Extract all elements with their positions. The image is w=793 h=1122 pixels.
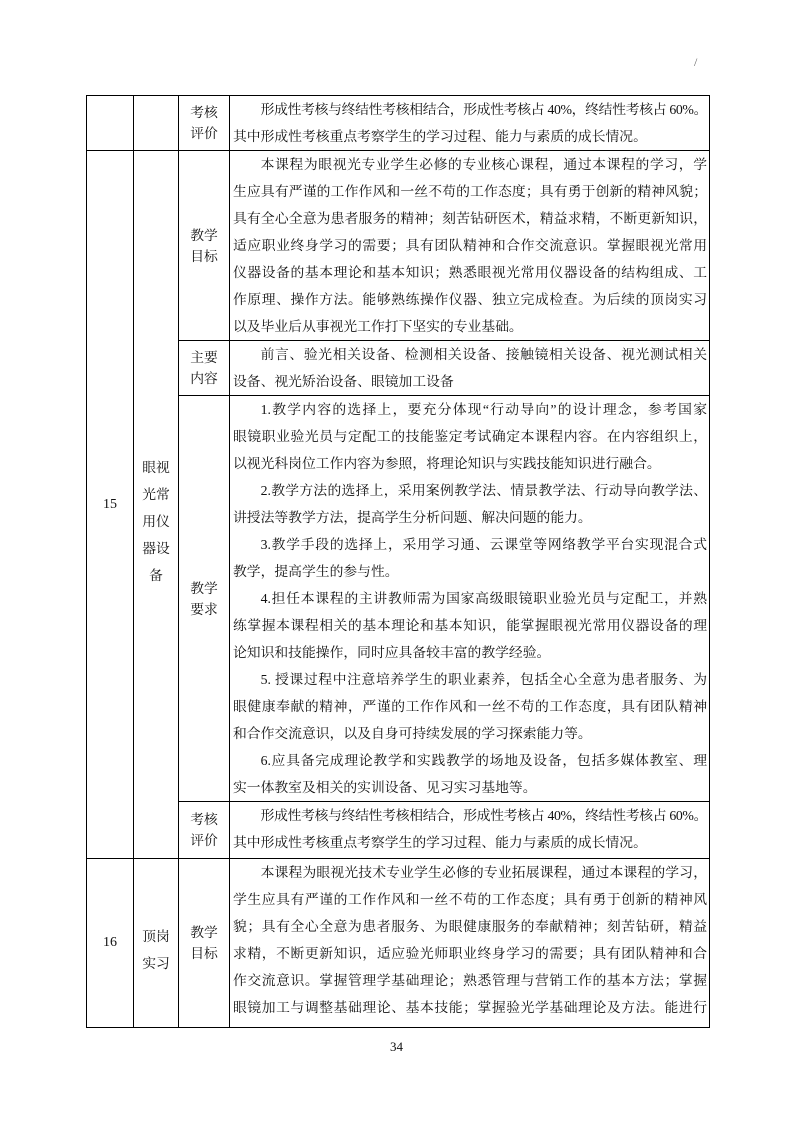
course-name-cell	[134, 151, 179, 859]
text-line: 形成性考核与终结性考核相结合，形成性考核占 40%，终结性考核占 60%。	[260, 102, 707, 117]
course-name-cell	[134, 859, 179, 1028]
course-number-cell	[87, 96, 134, 151]
text-line: 1.教学内容的选择上，要充分体现“行动导向”的设计理念，参考国家	[260, 402, 707, 417]
text-line: 学生应具有严谨的工作作风和一丝不苟的工作态度；具有勇于创新的精神风	[233, 892, 707, 907]
section-label: 主要内容	[190, 350, 218, 386]
section-label: 教学要求	[190, 580, 218, 617]
text-line: 讲授法等教学方法，提高学生分析问题、解决问题的能力。	[233, 510, 592, 525]
text-line: 其中形成性考核重点考察学生的学习过程、能力与素质的成长情况。	[233, 835, 647, 850]
text-line: 适应职业终身学习的需要；具有团队精神和合作交流意识。掌握眼视光常用	[233, 238, 707, 253]
text-line: 眼健康奉献的精神，严谨的工作作风和一丝不苟的工作态度，具有团队精神	[233, 699, 707, 714]
page-number: 34	[390, 1039, 403, 1054]
section-content	[230, 96, 710, 151]
text-line: 设备、视光矫治设备、眼镜加工设备	[233, 374, 454, 389]
course-name-cell	[134, 96, 179, 151]
table-row	[87, 96, 710, 151]
text-line: 生应具有严谨的工作作风和一丝不苟的工作态度；具有勇于创新的精神风貌；	[233, 184, 707, 199]
text-line: 教学，提高学生的参与性。	[233, 564, 399, 579]
section-content	[230, 341, 710, 396]
text-line: 眼镜职业验光员与定配工的技能鉴定考试确定本课程内容。在内容组织上，	[233, 429, 707, 444]
text-line: 练掌握本课程相关的基本理论和基本知识，能掌握眼视光常用仪器设备的理	[233, 618, 707, 633]
text-line: 实一体教室及相关的实训设备、见习实习基地等。	[233, 780, 537, 795]
text-line: 6.应具备完成理论教学和实践教学的场地及设备，包括多媒体教室、理	[260, 753, 707, 768]
section-label: 考核评价	[190, 105, 218, 141]
text-line: 求精，不断更新知识，适应验光师职业终身学习的需要；具有团队精神和合	[233, 946, 707, 961]
corner-mark: /	[694, 55, 698, 69]
text-line: 2.教学方法的选择上，采用案例教学法、情景教学法、行动导向教学法、	[260, 483, 707, 498]
text-line: 貌；具有全心全意为患者服务、为眼健康服务的奉献精神；刻苦钻研，精益	[233, 919, 707, 934]
section-content	[230, 802, 710, 859]
table-row	[87, 341, 710, 396]
section-content	[230, 151, 710, 341]
section-label-cell	[179, 859, 230, 1028]
course-number: 16	[87, 859, 134, 1028]
text-line: 论知识和技能操作，同时应具备较丰富的教学经验。	[233, 645, 551, 660]
course-name: 眼视光常用仪器设备	[142, 460, 170, 583]
section-label: 考核评价	[190, 812, 218, 848]
section-content	[230, 396, 710, 802]
text-line: 和合作交流意识，以及自身可持续发展的学习探索能力等。	[233, 726, 592, 741]
text-line: 作交流意识。掌握管理学基础理论；熟悉管理与营销工作的基本方法；掌握	[233, 973, 707, 988]
text-line: 以视光科岗位工作内容为参照，将理论知识与实践技能知识进行融合。	[233, 456, 661, 471]
section-label-cell	[179, 151, 230, 341]
course-table	[86, 95, 710, 1028]
text-line: 5. 授课过程中注意培养学生的职业素养，包括全心全意为患者服务、为	[260, 672, 707, 687]
text-line: 形成性考核与终结性考核相结合，形成性考核占 40%，终结性考核占 60%。	[260, 808, 707, 823]
text-line: 其中形成性考核重点考察学生的学习过程、能力与素质的成长情况。	[233, 129, 647, 144]
text-line: 眼镜加工与调整基础理论、基本技能；掌握验光学基础理论及方法。能进行	[233, 1000, 707, 1015]
section-label: 教学目标	[190, 227, 218, 264]
course-name: 顶岗实习	[142, 929, 170, 971]
text-line: 3.教学手段的选择上，采用学习通、云课堂等网络教学平台实现混合式	[260, 537, 707, 552]
text-line: 仪器设备的基本理论和基本知识；熟悉眼视光常用仪器设备的结构组成、工	[233, 265, 707, 280]
text-line: 作原理、操作方法。能够熟练操作仪器、独立完成检查。为后续的顶岗实习	[233, 292, 707, 307]
section-label-cell	[179, 96, 230, 151]
section-label-cell	[179, 341, 230, 396]
text-line: 以及毕业后从事视光工作打下坚实的专业基础。	[233, 319, 523, 334]
table-row	[87, 151, 710, 341]
table-row	[87, 802, 710, 859]
section-label-cell	[179, 802, 230, 859]
course-number: 15	[87, 151, 134, 859]
text-line: 具有全心全意为患者服务的精神；刻苦钻研医术，精益求精，不断更新知识，	[233, 211, 707, 226]
text-line: 本课程为眼视光专业学生必修的专业核心课程，通过本课程的学习，学	[260, 157, 707, 172]
section-label-cell	[179, 396, 230, 802]
text-line: 本课程为眼视光技术专业学生必修的专业拓展课程，通过本课程的学习，	[260, 865, 707, 880]
text-line: 前言、验光相关设备、检测相关设备、接触镜相关设备、视光测试相关	[260, 347, 707, 362]
section-content	[230, 859, 710, 1028]
table-row	[87, 396, 710, 802]
table-row	[87, 859, 710, 1028]
text-line: 4.担任本课程的主讲教师需为国家高级眼镜职业验光员与定配工，并熟	[260, 591, 707, 606]
section-label: 教学目标	[190, 925, 218, 961]
